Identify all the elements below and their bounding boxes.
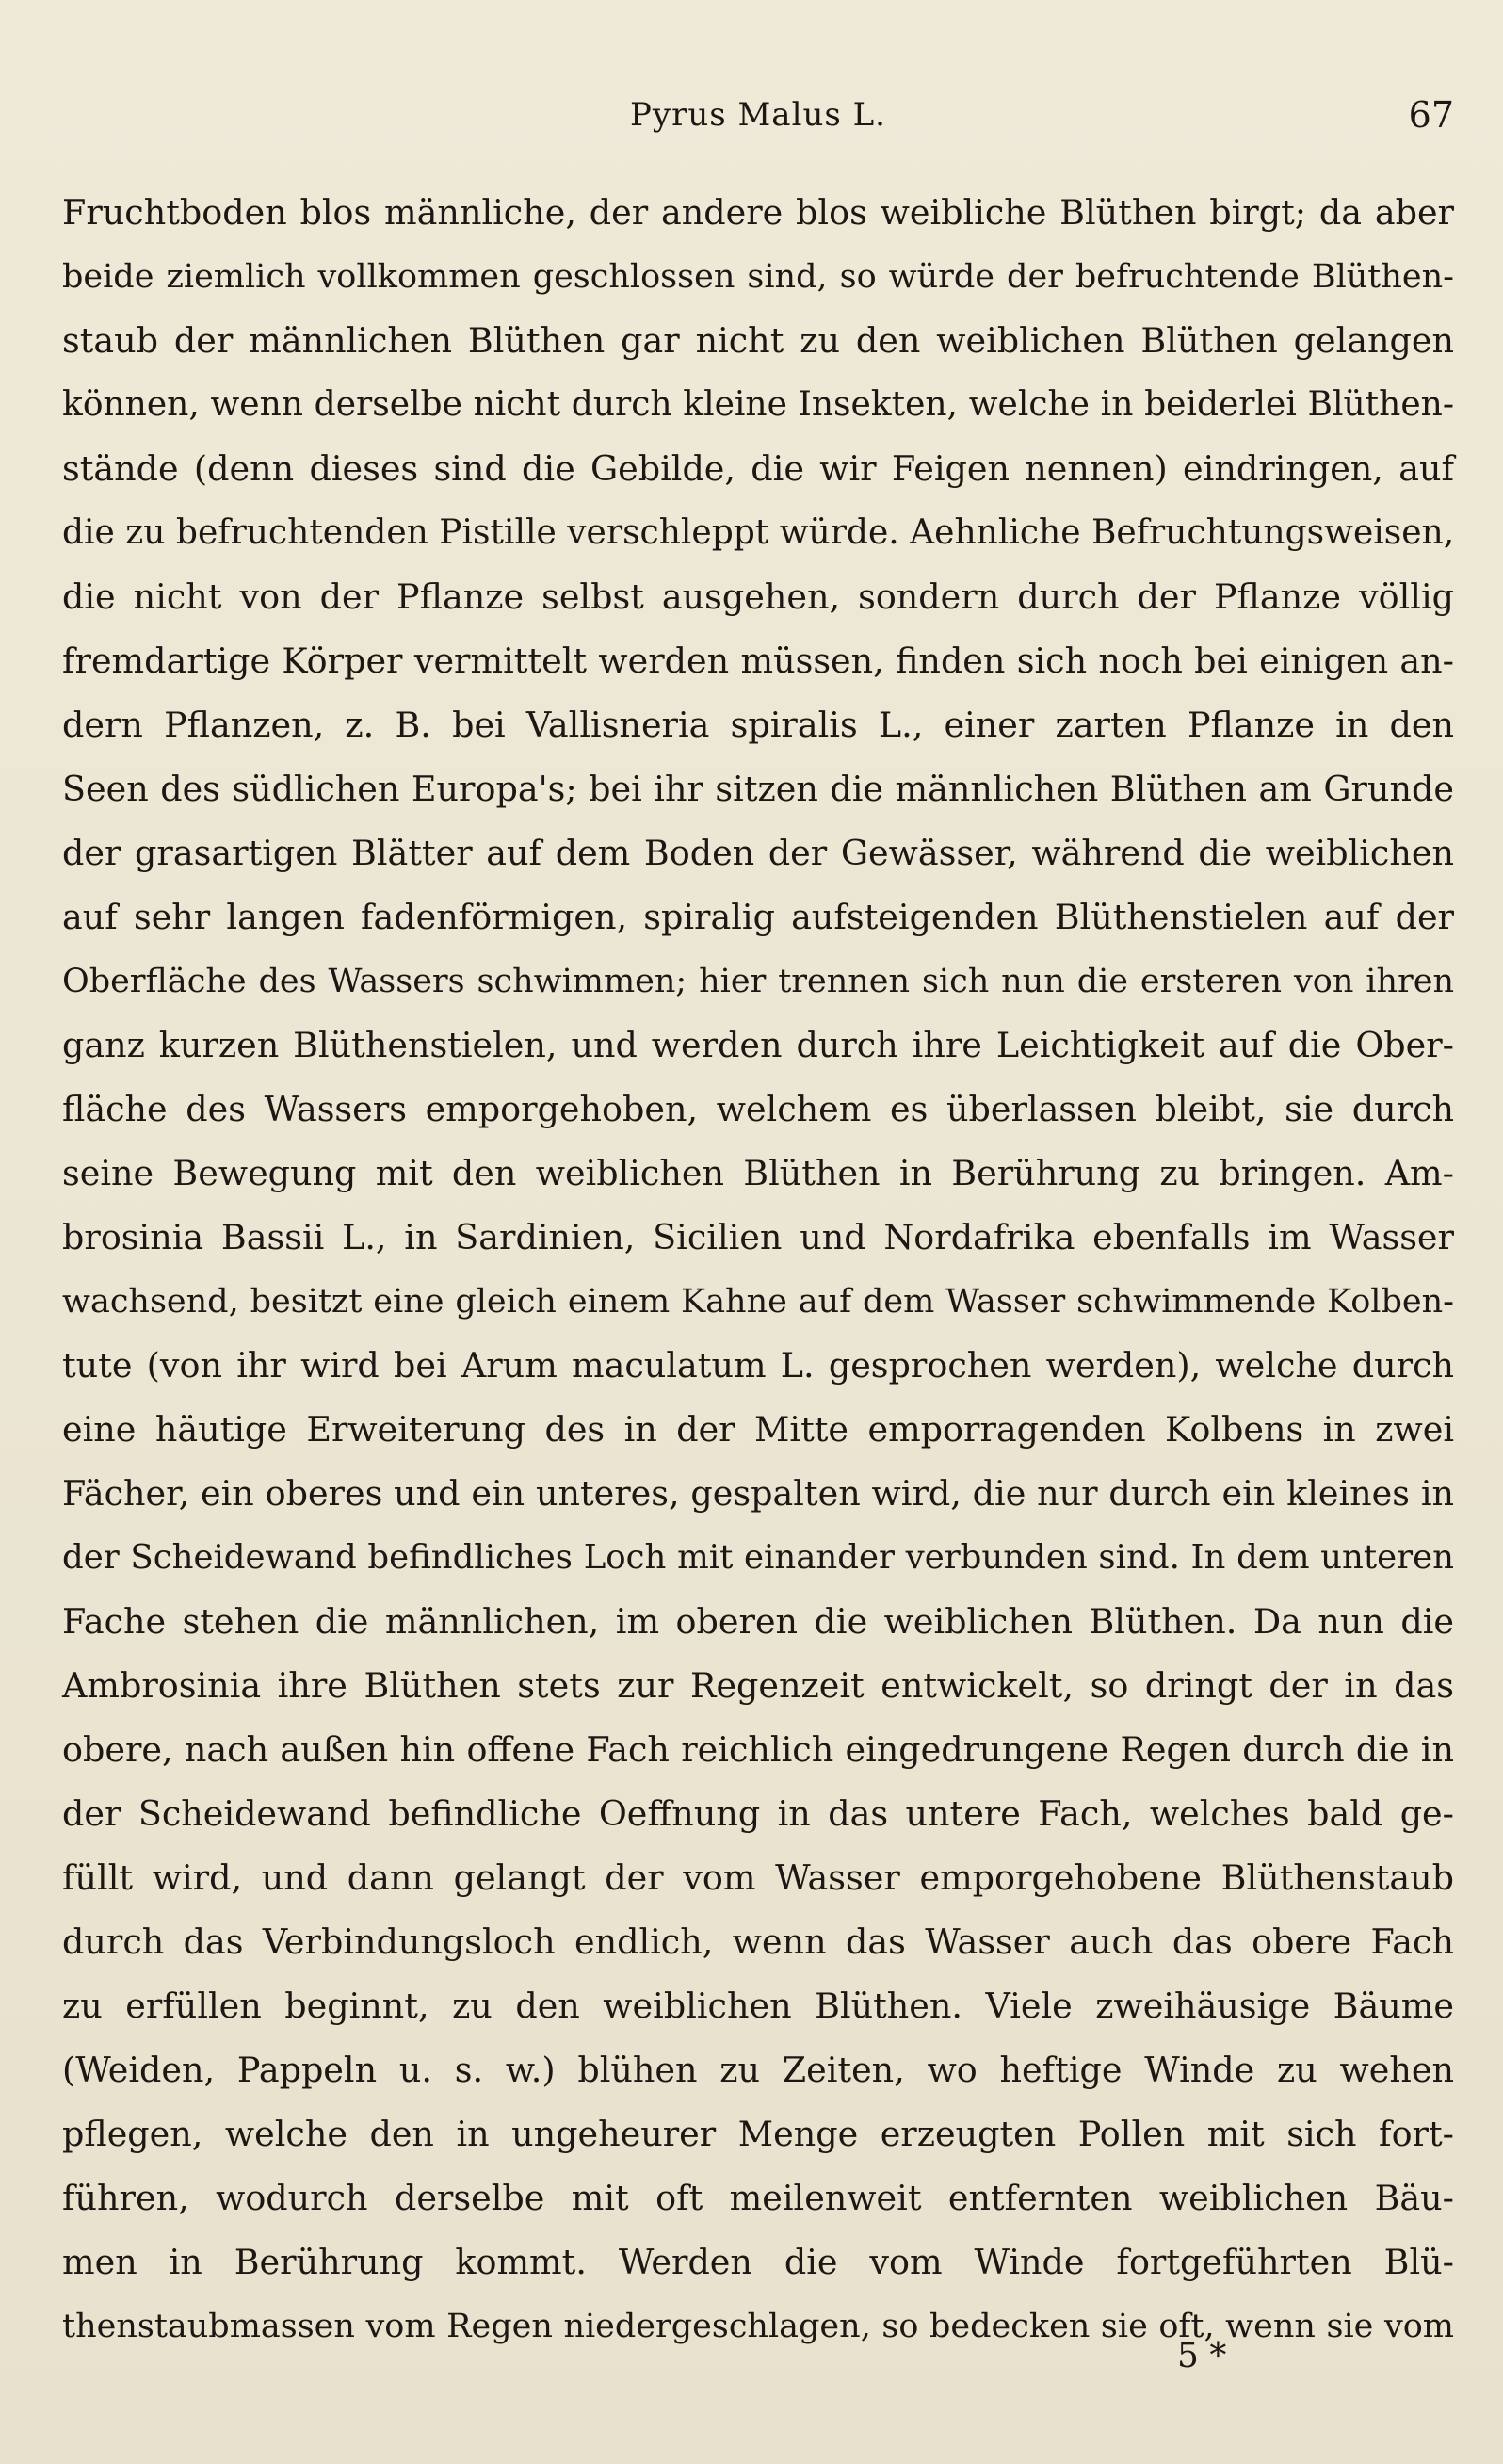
page-header <box>62 90 1454 147</box>
text-line: staub der männlichen Blüthen gar nicht zu den weiblichen Blüthen gelangen <box>62 320 1454 361</box>
text-line: pflegen, welche den in ungeheurer Menge erzeugten Pollen mit sich fort- <box>62 2114 1454 2154</box>
text-line: füllt wird, und dann gelangt der vom Wasser emporgehobene Blüthenstaub <box>62 1857 1454 1898</box>
text-line: der grasartigen Blätter auf dem Boden der Gewässer, während die weiblichen <box>62 833 1454 873</box>
text-line: durch das Verbindungsloch endlich, wenn das Wasser auch das obere Fach <box>62 1921 1454 1962</box>
text-line: tute (von ihr wird bei Arum maculatum L. gesprochen werden), welche durch <box>62 1345 1454 1386</box>
text-line: beide ziemlich vollkommen geschlossen sind, so würde der befruchtende Blüthen- <box>62 258 1454 296</box>
text-line: Fache stehen die männlichen, im oberen die weiblichen Blüthen. Da nun die <box>62 1601 1454 1642</box>
text-line: die nicht von der Pflanze selbst ausgehen, sondern durch der Pflanze völlig <box>62 576 1454 617</box>
text-line: führen, wodurch derselbe mit oft meilenweit entfernten weiblichen Bäu- <box>62 2178 1454 2218</box>
text-line: können, wenn derselbe nicht durch kleine Insekten, welche in beiderlei Blüthen- <box>62 385 1454 424</box>
text-line: ganz kurzen Blüthenstielen, und werden durch ihre Leichtigkeit auf die Ober- <box>62 1025 1454 1065</box>
text-line: zu erfüllen beginnt, zu den weiblichen Blüthen. Viele zweihäusige Bäume <box>62 1986 1454 2026</box>
text-line: der Scheidewand befindliches Loch mit einander verbunden sind. In dem unteren <box>62 1538 1454 1577</box>
running-title: Pyrus Malus L. <box>630 96 886 134</box>
text-line: fläche des Wassers emporgehoben, welchem es überlassen bleibt, sie durch <box>62 1089 1454 1129</box>
signature-mark: 5 * <box>1177 2337 1227 2375</box>
body-text <box>62 181 1454 2359</box>
text-line: (Weiden, Pappeln u. s. w.) blühen zu Zeiten, wo heftige Winde zu wehen <box>62 2050 1454 2090</box>
text-line: wachsend, besitzt eine gleich einem Kahne auf dem Wasser schwimmende Kolben- <box>62 1283 1454 1321</box>
text-line: eine häutige Erweiterung des in der Mitte emporragenden Kolbens in zwei <box>62 1409 1454 1450</box>
text-line: Fruchtboden blos männliche, der andere blos weibliche Blüthen birgt; da aber <box>62 192 1454 233</box>
text-line: auf sehr langen fadenförmigen, spiralig aufsteigenden Blüthenstielen auf der <box>62 897 1454 937</box>
text-line: thenstaubmassen vom Regen niedergeschlagen, so bedecken sie oft, wenn sie vom <box>62 2308 1454 2345</box>
text-line: dern Pflanzen, z. B. bei Vallisneria spiralis L., einer zarten Pflanze in den <box>62 705 1454 745</box>
text-line: men in Berührung kommt. Werden die vom Winde fortgeführten Blü- <box>62 2242 1454 2282</box>
text-line: seine Bewegung mit den weiblichen Blüthen in Berührung zu bringen. Am- <box>62 1153 1454 1193</box>
text-line: brosinia Bassii L., in Sardinien, Sicilien und Nordafrika ebenfalls im Wasser <box>62 1217 1454 1257</box>
text-line: die zu befruchtenden Pistille verschleppt würde. Aehnliche Befruchtungsweisen, <box>62 513 1455 552</box>
text-line: Fächer, ein oberes und ein unteres, gespalten wird, die nur durch ein kleines in <box>62 1473 1454 1514</box>
text-line: der Scheidewand befindliche Oeffnung in das untere Fach, welches bald ge- <box>62 1793 1454 1834</box>
text-line: Oberfläche des Wassers schwimmen; hier trennen sich nun die ersteren von ihren <box>62 963 1454 1000</box>
text-line: Seen des südlichen Europa's; bei ihr sitzen die männlichen Blüthen am Grunde <box>62 769 1454 809</box>
text-line: fremdartige Körper vermittelt werden müssen, finden sich noch bei einigen an- <box>62 640 1454 681</box>
text-line: Ambrosinia ihre Blüthen stets zur Regenzeit entwickelt, so dringt der in das <box>62 1665 1454 1706</box>
page-number: 67 <box>1408 94 1454 136</box>
text-line: obere, nach außen hin offene Fach reichlich eingedrungene Regen durch die in <box>62 1729 1454 1770</box>
text-line: stände (denn dieses sind die Gebilde, die wir Feigen nennen) eindringen, auf <box>62 448 1454 489</box>
